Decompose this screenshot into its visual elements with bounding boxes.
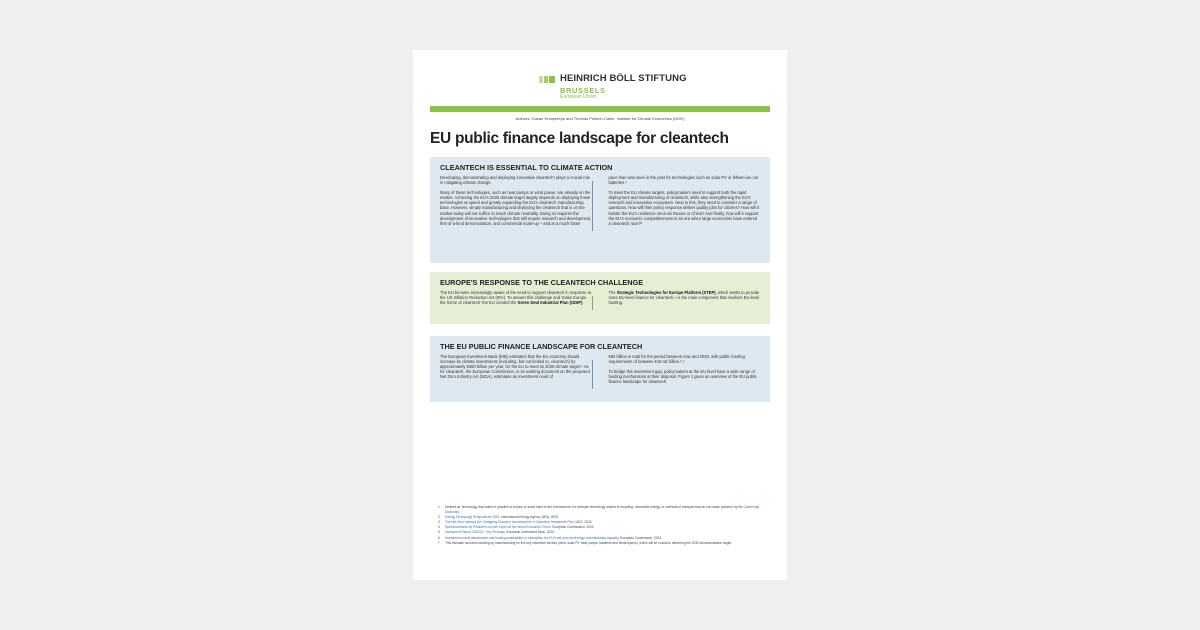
section-cleantech-essential [430, 157, 770, 263]
section-left-column [440, 354, 592, 389]
footnote-link[interactable]: Energy Technology Perspectives 2023 [445, 515, 500, 520]
footnote-link[interactable]: Investment Report 2022/23 - Key Findings [445, 530, 505, 535]
document-page [413, 50, 787, 580]
footnote-link[interactable]: Cambridge Dictionary [445, 505, 760, 515]
section-right-column [600, 354, 760, 389]
text: The [608, 290, 617, 295]
paragraph: €92 billion in total for the period between now and 2030, with public funding requirements of between €16-18 billion.⁶,⁷ [608, 354, 745, 365]
section-europe-response [430, 272, 770, 324]
footnotes [438, 505, 768, 546]
section-right-column [600, 175, 760, 231]
footnote-number: 2 [438, 515, 440, 520]
footnote [438, 505, 768, 515]
text: , which seeks to provide more EU-level finance for cleantech,⁴ is the main component that involves EU-level funding. [608, 290, 760, 306]
header-divider [430, 106, 770, 112]
footnote-text: Defined as 'technology that makes it possible to reduce or avoid harm to the environment, for example technology related to recycling, renewable energy, or methods of transport that do not cause pollution' by the [445, 505, 744, 509]
footnote [438, 541, 768, 546]
footnote-link[interactable]: The Net-Zero Industry Act: Designing Europe's Launchpad for a Cleantech Investment Plan [445, 520, 574, 525]
footnote-link[interactable]: Investment needs assessment and funding availabilities to strengthen the EU's net-zero technology manufacturing capacity [445, 535, 619, 540]
bold-term-gdip: Green Deal Industrial Plan (GDIP) [517, 300, 583, 306]
footnote-text: This estimate concerns building up manufacturing for five key cleantech sectors (wind, solar PV, heat pumps, batteries and electrolysers), which will be crucial to delivering the 2030 decarbonisation target. [445, 540, 733, 545]
footnote-text: , I4CE, 2023. [573, 520, 593, 525]
section-left-column [440, 175, 592, 231]
section-heading: CLEANTECH IS ESSENTIAL TO CLIMATE ACTION [440, 163, 613, 172]
paragraph: To bridge this investment gap, policymakers at the EU level have a wide range of funding mechanisms at their disposal. Figure 1 gives an overview of the EU public finance landscape for cleantech. [608, 369, 757, 385]
paragraph: Developing, demonstrating and deploying innovative cleantech¹ plays a crucial role in mitigating climate change. [440, 175, 590, 186]
section-left-column [440, 290, 592, 310]
column-divider [592, 181, 593, 231]
footnote-number: 1 [438, 505, 440, 509]
footnote-link[interactable]: Special Address by President von der Leyen at the World Economic Forum [445, 525, 551, 530]
hbs-logo [539, 74, 687, 100]
footnote-number: 6 [438, 535, 440, 540]
footnote-number: 3 [438, 520, 440, 525]
authors-line: Authors: Ciarán Humphreys and Thomas Pellerin-Carlin, Institute for Climate Economics (I4CE) [515, 116, 685, 121]
footnote-text: , European Investment Bank, 2023. [504, 530, 555, 535]
section-eu-public-finance [430, 336, 770, 402]
paragraph: To meet the EU climate targets, policymakers need to support both the rapid deployment and manufacturing of cleantech, while also strengthening the EU's research and innovation ecosystem. Next to this, they need to consider a range of questions. How will their policy response deliver quality jobs for citizens? How will it bolster the EU's resilience vis-à-vis Russia or China? And finally, how will it support the EU's economic competitiveness in an era when large economies have entered a cleantech race?³ [608, 190, 760, 226]
logo-name: HEINRICH BÖLL STIFTUNG [560, 73, 687, 84]
footnote-text: , International Energy Agency (IEA), 2023. [499, 515, 559, 520]
paragraph: Many of these technologies, such as heat pumps or wind power, are already on the market. Achieving the EU's 2030 climate target largely depends on deploying these technologies at speed and greatly expanding the EU's cleantech manufacturing base. However, simply manufacturing and deploying the cleantech that is on the market today will not suffice to reach climate neutrality. Doing so requires the development of innovative technologies that still require research and development, first-of-a-kind demonstration, and commercial scale-up – and at a much faster [440, 190, 592, 226]
footnote-text: . [458, 510, 460, 515]
paragraph: The European Investment Bank (EIB) estimates that the EU economy should increase its climate investments (including, but not limited to, cleantech) by approximately €360 billion per year, for the EU to meet its 2030 climate target.⁵ As for cleantech, the European Commission, in its working document on the proposed Net Zero Industry Act (NZIA), estimates an investment need of [440, 354, 590, 380]
footnote-number: 7 [438, 540, 440, 545]
paragraph: pace than was seen in the past for technologies such as solar PV or lithium-ion car batteries.² [608, 175, 759, 186]
logo-city: BRUSSELS [560, 85, 606, 95]
section-heading: THE EU PUBLIC FINANCE LANDSCAPE FOR CLEANTECH [440, 342, 643, 351]
page-title: EU public finance landscape for cleantech [430, 130, 729, 147]
column-divider [592, 296, 593, 310]
column-divider [592, 360, 593, 389]
footnote-number: 4 [438, 525, 440, 530]
logo-subtitle: European Union [560, 94, 597, 100]
text: The EU became increasingly aware of the need to support cleantech in response to the US Inflation Reduction Act (IRA). To answer this challenge and 'make Europe the home of cleantech' the EU created the [440, 290, 592, 306]
footnote-text: , European Commission, 2023. [618, 535, 663, 540]
footnote-number: 5 [438, 530, 440, 535]
logo-bars-icon [539, 76, 555, 83]
section-right-column [600, 290, 760, 310]
text: . [582, 300, 584, 306]
section-heading: EUROPE'S RESPONSE TO THE CLEANTECH CHALLENGE [440, 278, 644, 287]
bold-term-step: Strategic Technologies for Europe Platform (STEP) [616, 290, 716, 295]
footnote-text: , European Commission, 2023. [550, 525, 595, 530]
